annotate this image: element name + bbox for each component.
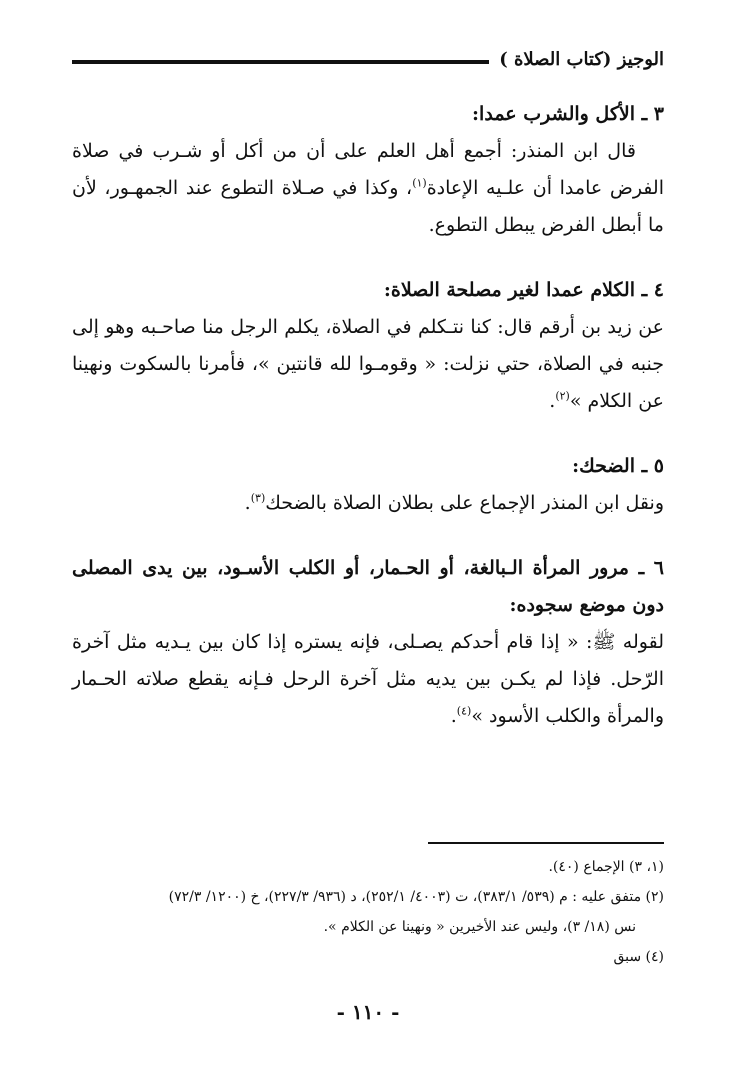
running-title: الوجيز (كتاب الصلاة ) [499, 48, 664, 70]
paragraph [72, 133, 664, 244]
footnote: (٤) سبق [613, 949, 664, 965]
paragraph-text: . [450, 705, 457, 727]
section-title: ٥ ـ الضحك: [572, 455, 664, 477]
paragraph-text: . [244, 492, 251, 514]
section-eating-drinking [72, 96, 664, 244]
section-speaking [72, 272, 664, 420]
footnote-marker[interactable]: (٤) [456, 704, 472, 718]
section-passing [72, 550, 664, 735]
paragraph-text: ونقل ابن المنذر الإجماع على بطلان الصلاة بالضحك [265, 492, 664, 514]
paragraph-text: لقوله ﷺ: « إذا قام أحدكم يصـلى، فإنه يستره إذا كان بين يـديه مثل آخرة الرّحل. فإذا لم يكـن بين يديه مثل آخرة الرحل فـإنه يقطع صلاته الحـمار والمرأة والكلب الأسود » [72, 631, 664, 727]
header-rule [72, 60, 489, 64]
running-header [72, 44, 664, 74]
main-text [72, 96, 664, 763]
section-laughing [72, 448, 664, 522]
section-title: ٦ ـ مرور المرأة الـبالغة، أو الحـمار، أو الكلب الأسـود، بين يدى المصلى دون موضع سجوده: [72, 557, 664, 616]
paragraph-text: ، وكذا في صـلاة التطوع عند الجمهـور، لأن ما أبطل الفرض يبطل التطوع. [72, 177, 664, 236]
section-title: ٤ ـ الكلام عمدا لغير مصلحة الصلاة: [383, 279, 664, 301]
footnote-marker[interactable]: (١) [412, 176, 427, 190]
page-number-text: - ١١٠ - [336, 1000, 400, 1024]
paragraph [72, 309, 664, 420]
paragraph [72, 485, 664, 522]
paragraph-text: عن زيد بن أرقم قال: كنا نتـكلم في الصلاة، يكلم الرجل منا صاحـبه وهو إلى جنبه في الصلاة، حتي نزلت: « وقومـوا لله قانتين »، فأمرنا بالسكوت ونهينا عن الكلام » [72, 316, 664, 412]
footnote-marker[interactable]: (٢) [555, 389, 570, 403]
page-number [0, 1000, 736, 1024]
paragraph-text: قال ابن المنذر: أجمع أهل العلم على أن من أكل أو شـرب في صلاة الفرض عامدا أن علـيه الإعادة [72, 140, 664, 199]
footnote-continuation: نس (١٨/ ٣)، وليس عند الأخيرين « ونهينا عن الكلام ». [323, 919, 636, 935]
footnote: (٢) متفق عليه : م (٥٣٩/ ٣٨٣/١)، ت (٤٠٠٣/ ٢٥٢/١)، د (٩٣٦/ ٢٢٧/٣)، خ (١٢٠٠/ ٧٢/٣) [168, 889, 664, 905]
footnotes [72, 852, 664, 972]
footnote: (١، ٣) الإجماع (٤٠). [548, 859, 664, 875]
footnote-separator [428, 842, 664, 844]
section-title: ٣ ـ الأكل والشرب عمدا: [472, 103, 664, 125]
paragraph-text: . [549, 390, 556, 412]
paragraph [72, 624, 664, 735]
footnote-marker[interactable]: (٣) [250, 491, 266, 505]
